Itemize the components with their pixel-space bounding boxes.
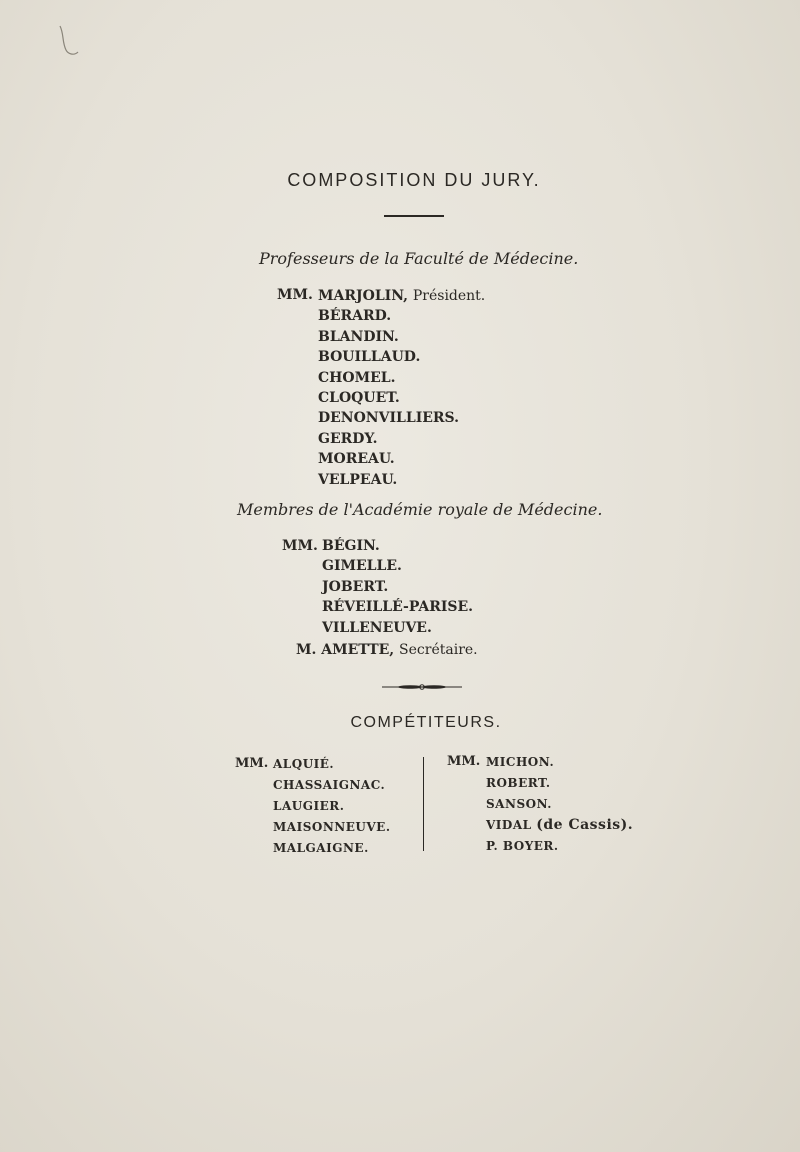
jury-title: COMPOSITION DU JURY. — [287, 170, 541, 190]
faculty-member: GERDY. — [318, 430, 378, 447]
secretary-name: AMETTE, — [321, 642, 395, 658]
academy-member: RÉVEILLÉ-PARISE. — [322, 599, 474, 616]
academy-member-list — [322, 536, 473, 638]
secretary-role: Secrétaire. — [399, 642, 478, 658]
competitors-left-list — [273, 754, 391, 859]
academy-member: GIMELLE. — [322, 558, 402, 575]
competitor-name: MICHON. — [486, 755, 555, 769]
competitor-name: ROBERT. — [486, 776, 551, 790]
competitor-name: VIDAL (de Cassis). — [486, 817, 634, 833]
faculty-member-list — [318, 286, 485, 490]
competitors-right-prefix: MM. — [447, 754, 481, 769]
faculty-heading: Professeurs de la Faculté de Médecine. — [259, 249, 579, 268]
academy-heading: Membres de l'Académie royale de Médecine. — [237, 500, 603, 519]
academy-prefix: MM. — [282, 538, 318, 554]
faculty-member: BLANDIN. — [318, 328, 399, 345]
faculty-member: BÉRARD. — [318, 308, 392, 325]
faculty-member: DENONVILLIERS. — [318, 410, 460, 427]
competitor-name: CHASSAIGNAC. — [273, 778, 386, 792]
faculty-member: VELPEAU. — [318, 471, 398, 488]
secretary-line — [296, 640, 478, 660]
competitors-title: COMPÉTITEURS. — [350, 714, 502, 731]
competitor-name: MALGAIGNE. — [273, 841, 369, 855]
faculty-member: MARJOLIN, Président. — [318, 288, 486, 304]
competitor-name: SANSON. — [486, 797, 552, 811]
faculty-member: CLOQUET. — [318, 390, 400, 407]
competitor-name: ALQUIÉ. — [273, 757, 335, 771]
faculty-member: CHOMEL. — [318, 369, 396, 386]
competitors-left-prefix: MM. — [235, 756, 269, 771]
ornament-divider-icon — [382, 684, 462, 690]
academy-member: VILLENEUVE. — [322, 619, 432, 636]
faculty-prefix: MM. — [277, 287, 313, 303]
pencil-mark-icon — [56, 24, 80, 58]
title-rule — [384, 215, 444, 217]
competitor-name: P. BOYER. — [486, 839, 559, 853]
secretary-prefix: M. — [296, 642, 317, 658]
academy-member: BÉGIN. — [322, 538, 380, 554]
competitor-name: MAISONNEUVE. — [273, 820, 391, 834]
faculty-member: MOREAU. — [318, 451, 395, 468]
academy-member: JOBERT. — [322, 578, 389, 595]
competitor-name: LAUGIER. — [273, 799, 345, 813]
competitors-column-divider — [423, 757, 424, 851]
competitors-right-list — [486, 752, 633, 857]
faculty-member: BOUILLAUD. — [318, 349, 421, 366]
